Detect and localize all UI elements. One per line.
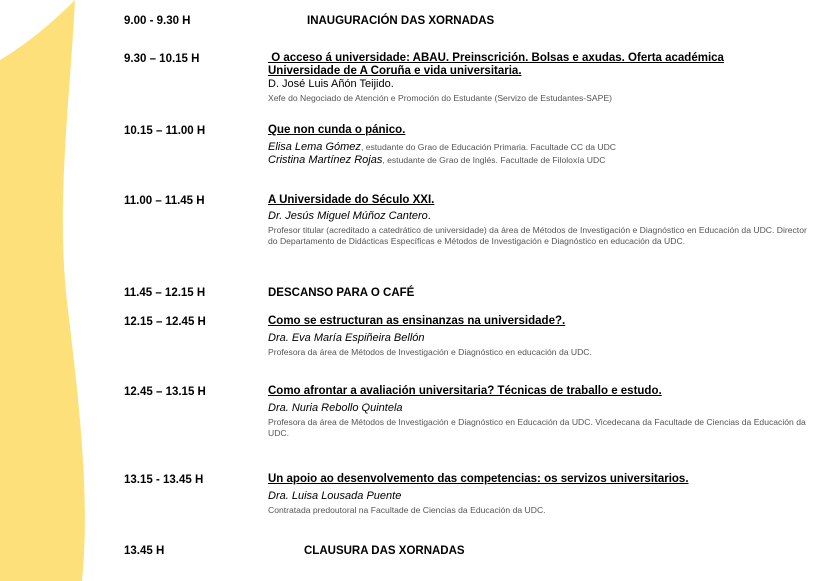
section-heading: CLAUSURA DAS XORNADAS [304,545,465,557]
session-title: Un apoio ao desenvolvemento das competencias: os servizos universitarios. [268,473,689,485]
speaker-name: D. José Luis Añón Teijido. [268,78,394,90]
speaker-affiliation: , estudante do Grao de Educación Primaria. Facultade CC da UDC [360,142,617,152]
section-heading: INAUGURACIÓN DAS XORNADAS [307,15,495,27]
yellow-wave-decoration [0,0,110,581]
section-heading: DESCANSO PARA O CAFÉ [268,287,415,299]
time-slot: 10.15 – 11.00 H [124,125,206,137]
speaker-affiliation: , estudante de Grao de Inglés. Facultade de Filoloxía UDC [382,155,606,165]
speaker-description: Profesora da área de Métodos de Investigación e Diagnóstico en Educación da UDC. Vicedecana da Facultade de Ciencias da Educación da UDC. [268,417,806,438]
session-content [268,385,818,439]
speaker-name: Dra. Nuria Rebollo Quintela [268,402,403,414]
speaker-line [268,402,818,415]
time-slot: 9.30 – 10.15 H [124,53,200,65]
session-content [268,124,818,167]
time-slot: 13.45 H [124,545,165,557]
speaker-name: Dr. Jesús Miguel Múñoz Cantero [268,210,428,222]
time-slot: 12.45 – 13.15 H [124,386,206,398]
session-content [268,194,818,247]
time-slot: 13.15 - 13.45 H [124,474,204,486]
speaker-description: Xefe do Negociado de Atención e Promoción do Estudante (Servizo de Estudantes-SAPE) [268,93,612,103]
speaker-line [268,141,818,154]
speaker-line [268,210,818,223]
speaker-name: Cristina Martínez Rojas [268,154,383,166]
speaker-description: Profesora da área de Métodos de Investigación e Diagnóstico en educación da UDC. [268,347,592,357]
session-title: Como se estructuran as ensinanzas na universidade?. [268,315,566,327]
speaker-description: Contratada predoutoral na Facultade de Ciencias da Educación da UDC. [268,505,546,515]
speaker-line [268,490,818,503]
session-title: Universidade de A Coruña e vida universitaria. [268,65,522,77]
time-slot: 9.00 - 9.30 H [124,15,191,27]
speaker-suffix: . [427,210,431,222]
time-slot: 12.15 – 12.45 H [124,316,206,328]
time-slot: 11.45 – 12.15 H [124,287,206,299]
time-slot: 11.00 – 11.45 H [124,195,205,207]
speaker-name: Dra. Luisa Lousada Puente [268,490,402,502]
session-content [268,315,818,358]
session-content [268,52,818,104]
speaker-name: Dra. Eva María Espiñeira Bellón [268,332,425,344]
session-title: O acceso á universidade: ABAU. Preinscrición. Bolsas e axudas. Oferta académica [268,52,724,64]
speaker-line [268,154,818,167]
speaker-name: Elisa Lema Gómez [268,141,361,153]
session-content [268,473,818,516]
session-title: Como afrontar a avaliación universitaria? Técnicas de traballo e estudo. [268,385,662,397]
speaker-line [268,332,818,345]
speaker-description: Profesor titular (acreditado a catedrático de universidade) da área de Métodos de Investigación e Diagnóstico en Educación da UDC. Director do Departamento de Didácticas Específicas e Métodos de Investigación e Diagnóstico en educación da UDC. [268,225,807,246]
session-title: Que non cunda o pánico. [268,124,406,136]
session-title: A Universidade do Século XXI. [268,194,435,206]
